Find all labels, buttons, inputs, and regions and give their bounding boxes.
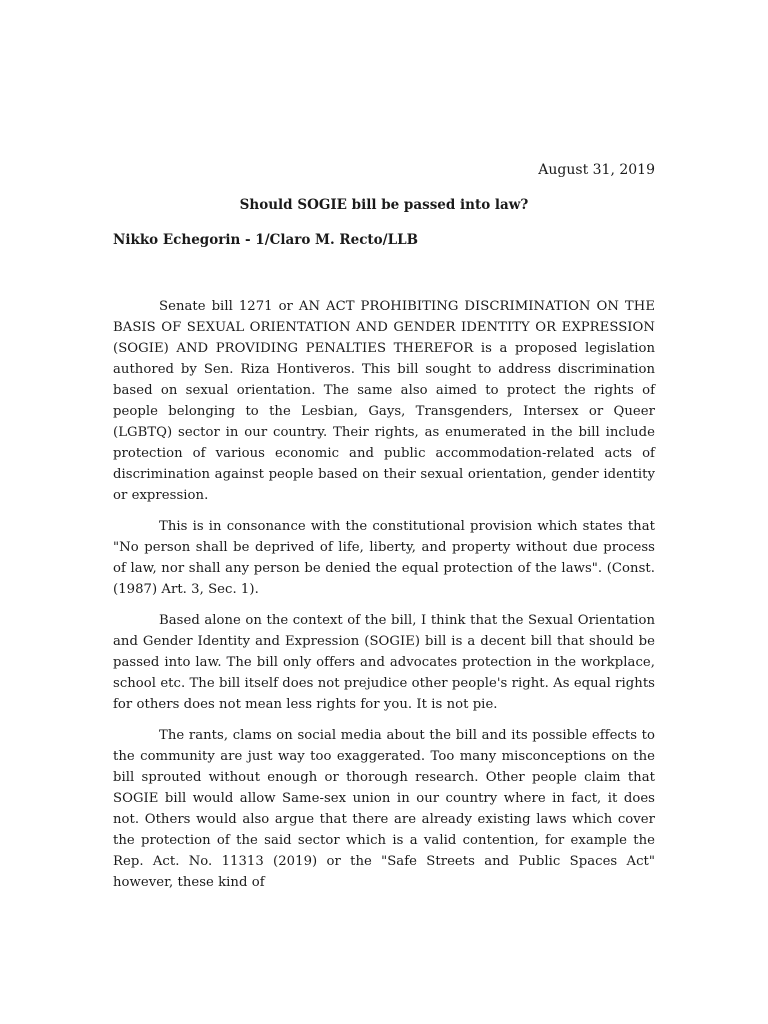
paragraph-2: This is in consonance with the constitutional provision which states that "No person shall be deprived of life, liberty, and property without due process of law, nor shall any person be denied the equal protection of the laws". (Const. (1987) Art. 3, Sec. 1). xyxy=(113,519,655,597)
author-line: Nikko Echegorin - 1/Claro M. Recto/LLB xyxy=(113,232,418,248)
paragraph-3: Based alone on the context of the bill, I think that the Sexual Orientation and Gender Identity and Expression (SOGIE) bill is a decent bill that should be passed into law. The bill only offers and advocates protection in the workplace, school etc. The bill itself does not prejudice other people's right. As equal rights for others does not mean less rights for you. It is not pie. xyxy=(113,613,655,712)
document-body xyxy=(113,296,655,903)
document-date: August 31, 2019 xyxy=(538,162,655,178)
paragraph-1: Senate bill 1271 or AN ACT PROHIBITING DISCRIMINATION ON THE BASIS OF SEXUAL ORIENTATION AND GENDER IDENTITY OR EXPRESSION (SOGIE) AND PROVIDING PENALTIES THEREFOR is a proposed legislation authored by Sen. Riza Hontiveros. This bill sought to address discrimination based on sexual orientation. The same also aimed to protect the rights of people belonging to the Lesbian, Gays, Transgenders, Intersex or Queer (LGBTQ) sector in our country. Their rights, as enumerated in the bill include protection of various economic and public accommodation-related acts of discrimination against people based on their sexual orientation, gender identity or expression. xyxy=(113,299,655,503)
document-title: Should SOGIE bill be passed into law? xyxy=(239,197,529,213)
paragraph-4: The rants, clams on social media about the bill and its possible effects to the community are just way too exaggerated. Too many misconceptions on the bill sprouted without enough or thorough research. Other people claim that SOGIE bill would allow Same-sex union in our country where in fact, it does not. Others would also argue that there are already existing laws which cover the protection of the said sector which is a valid contention, for example the Rep. Act. No. 11313 (2019) or the "Safe Streets and Public Spaces Act" however, these kind of xyxy=(113,728,655,890)
